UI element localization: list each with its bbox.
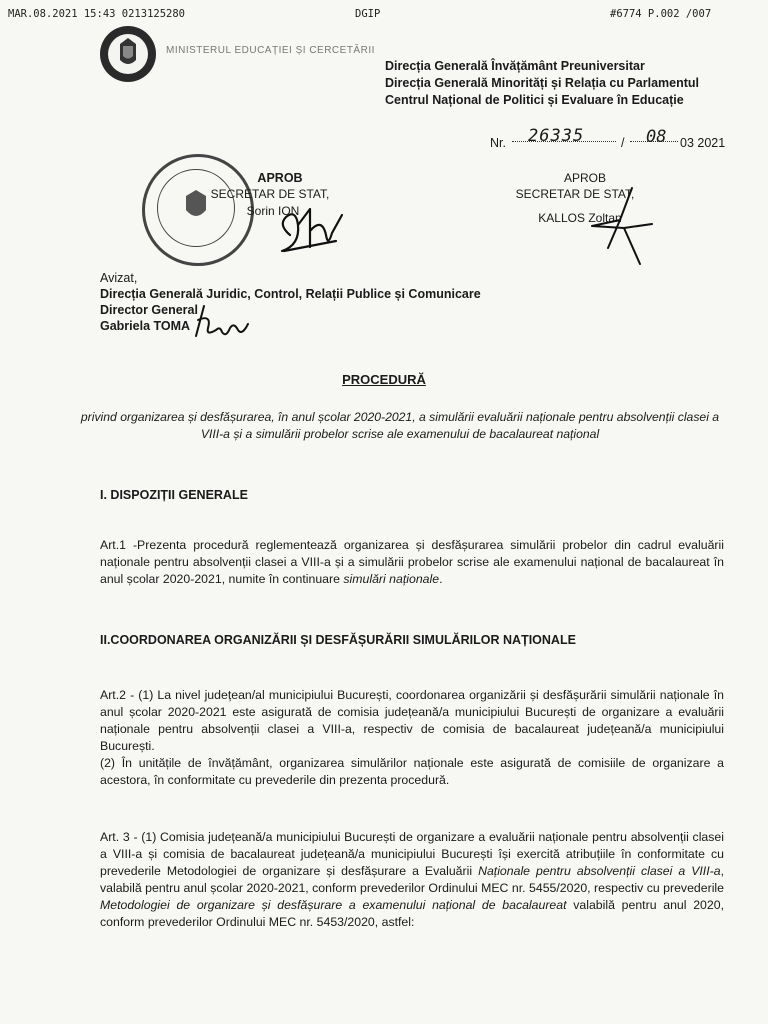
registration-month-year: 03 2021 [680,136,726,150]
ministry-logo [96,24,160,84]
registration-prefix: Nr. [490,136,506,150]
signature-avizat [190,300,252,342]
article-3-italic-2: Metodologiei de organizare și desfășurare a examenului național de bacalaureat [100,898,567,912]
department-line-2: Direcția Generală Minorități și Relația cu Parlamentul [385,76,699,90]
article-1-text: -Prezenta procedură reglementează organizarea și desfășurarea simulării probelor din cadrul evaluării naționale pentru absolvenții clasei a VIII-a și a simulării probelor scrise ale examenului național de bacalaureat în anul școlar 2020-2021, numite în continuare [100,538,724,586]
fax-datetime: MAR.08.2021 15:43 0213125280 [8,8,186,20]
article-2 [100,687,724,789]
article-1-end: . [439,572,443,586]
document-title: PROCEDURĂ [342,372,426,387]
article-3-italic-1: Naționale pentru absolvenții clasei a VIII-a [478,864,721,878]
aprob-left-title: APROB [257,171,303,185]
aprob-left-name: Sorin ION [246,204,300,218]
section-1-heading: I. DISPOZIȚII GENERALE [100,488,248,502]
registration-separator: / [621,136,625,150]
avizat-label: Avizat, [100,271,138,285]
article-3-text-b: , valabilă pentru anul școlar 2020-2021, conform prevederilor Ordinului MEC nr. 5455/2020, respectiv cu prevederile [100,864,724,895]
fax-center: DGIP [355,8,381,20]
aprob-right-title: APROB [563,171,606,185]
article-1 [100,537,724,588]
signature-right [578,184,658,268]
section-2-heading: II.COORDONAREA ORGANIZĂRII ȘI DESFĂȘURĂRII SIMULĂRILOR NAȚIONALE [100,633,576,647]
article-3 [100,829,724,931]
registration-number: 26335 [528,126,585,146]
department-line-1: Direcția Generală Învățământ Preuniversitar [385,59,645,73]
article-1-italic: simulări naționale [343,572,440,586]
article-3-text-a: - (1) Comisia județeană/a municipiului București de organizare a evaluării naționale pentru absolvenții clasei a VIII-a și comisia de bacalaureat județeană/a municipiului București își exercită atribuțiile în conformitate cu prevederile Metodologiei de organizare și desfășurare a Evaluării [100,830,724,878]
article-3-text-c: valabilă pentru anul 2020, conform prevederilor Ordinului MEC nr. 5453/2020, astfel: [100,898,724,929]
article-2-paragraph-2: (2) În unitățile de învățământ, organizarea simulărilor naționale este asigurată de comisiile de organizare a acestora, în conformitate cu prevederile din prezenta procedură. [100,756,724,787]
article-2-label: Art.2 [100,688,126,702]
avizat-direction: Direcția Generală Juridic, Control, Relații Publice și Comunicare [100,287,481,301]
document-subtitle: privind organizarea și desfășurarea, în anul școlar 2020-2021, a simulării evaluării naționale pentru absolvenții clasei a VIII-a și a simulării probelor scrise ale examenului de bacalaureat național [80,410,720,441]
fax-pages: #6774 P.002 /007 [610,8,712,20]
article-1-label: Art.1 [100,538,126,552]
logo-text: MINISTERUL EDUCAȚIEI ȘI CERCETĂRII [166,45,375,56]
avizat-role: Director General [100,303,198,317]
aprob-left-role: SECRETAR DE STAT, [210,187,330,201]
article-2-paragraph-1: - (1) La nivel județean/al municipiului București, coordonarea organizării și desfășurării simulării naționale în anul școlar 2020-2021 este asigurată de comisia județeană/a municipiului București de organizare a evaluării naționale pentru absolvenții clasei a VIII-a, respectiv de comisia de bacalaureat județeană/a municipiului București. [100,688,724,753]
aprob-right-role: SECRETAR DE STAT, [515,187,635,201]
registration-day: 08 [646,127,667,147]
aprob-right-name: KALLOS Zoltan [538,211,622,225]
department-line-3: Centrul Național de Politici și Evaluare în Educație [385,93,684,107]
article-3-label: Art. 3 [100,830,130,844]
signature-left [270,195,350,257]
avizat-name: Gabriela TOMA [100,319,191,333]
